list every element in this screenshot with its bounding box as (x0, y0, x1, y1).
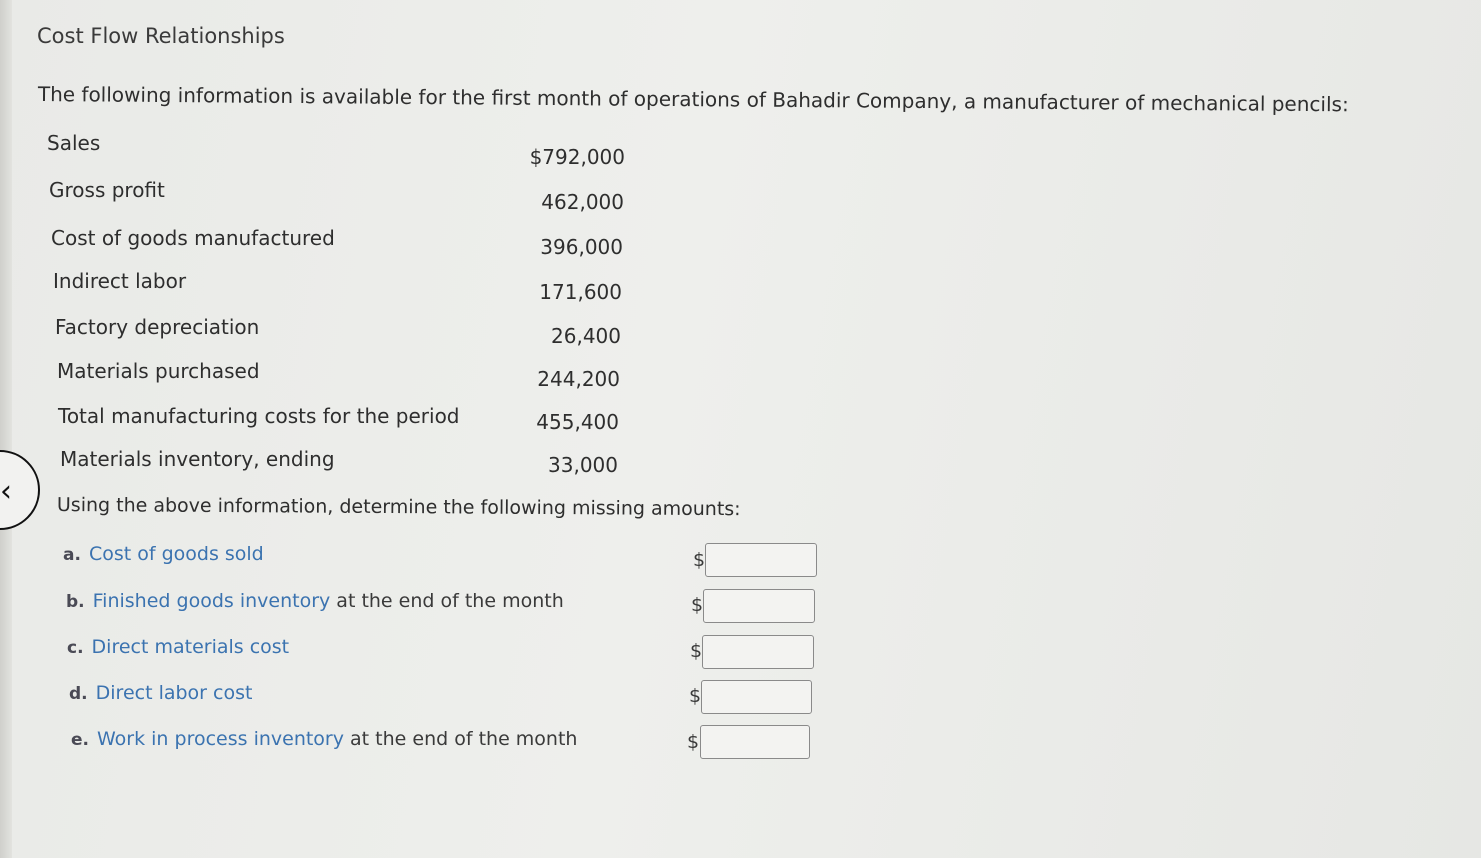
info-value: 171,600 (539, 280, 622, 304)
question-letter: d. (69, 684, 88, 704)
back-button[interactable] (0, 450, 40, 530)
question-term-link[interactable]: Work in process inventory (97, 728, 344, 750)
question-term-link[interactable]: Cost of goods sold (88, 543, 264, 565)
info-row-sales (47, 131, 627, 169)
info-label: Materials inventory, ending (60, 447, 335, 471)
question-term-link[interactable]: Direct labor cost (95, 682, 253, 704)
info-label: Cost of goods manufactured (51, 226, 335, 250)
info-value: 455,400 (536, 410, 619, 434)
question-b (66, 590, 564, 612)
info-label: Indirect labor (53, 269, 187, 293)
question-a (63, 543, 264, 565)
answer-c-input[interactable] (702, 635, 814, 669)
info-row-indirect-labor (53, 269, 633, 304)
page-title: Cost Flow Relationships (37, 24, 285, 48)
question-letter: a. (63, 545, 81, 565)
question-letter: c. (67, 638, 84, 658)
info-row-factory-depreciation (55, 315, 635, 348)
info-label: Sales (47, 131, 101, 155)
info-label: Gross profit (49, 178, 165, 202)
currency-symbol: $ (689, 685, 702, 707)
info-label: Total manufacturing costs for the period (58, 404, 460, 428)
info-value: 244,200 (537, 367, 620, 391)
question-d (69, 682, 252, 704)
currency-symbol: $ (693, 549, 706, 571)
intro-text: The following information is available for the first month of operations of Bahadir Company, a manufacturer of mechanical pencils: (37, 82, 1349, 117)
info-row-materials-purchased (57, 359, 637, 389)
currency-symbol: $ (690, 640, 703, 662)
info-row-cogm (51, 226, 631, 259)
info-value: 26,400 (551, 324, 621, 348)
info-value: $792,000 (529, 145, 625, 169)
info-row-materials-inventory-ending (60, 447, 640, 477)
screen-edge (0, 0, 12, 858)
info-value: 396,000 (540, 235, 623, 259)
question-prompt: Using the above information, determine the following missing amounts: (56, 494, 741, 521)
info-row-gross-profit (49, 178, 629, 214)
info-value: 462,000 (541, 190, 624, 214)
info-row-total-manufacturing-costs (58, 404, 638, 434)
info-value: 33,000 (548, 453, 618, 477)
answer-a-input[interactable] (705, 543, 817, 577)
question-e (71, 728, 577, 750)
answer-b-input[interactable] (703, 589, 815, 623)
chevron-left-icon: ‹ (0, 474, 12, 509)
answer-d-input[interactable] (701, 680, 812, 714)
currency-symbol: $ (691, 594, 704, 616)
question-term-link[interactable]: Direct materials cost (91, 636, 290, 658)
question-text: at the end of the month (344, 728, 578, 750)
question-text: at the end of the month (330, 590, 564, 612)
question-term-link[interactable]: Finished goods inventory (92, 590, 331, 612)
answer-e-input[interactable] (700, 725, 810, 759)
question-letter: e. (71, 730, 89, 750)
question-letter: b. (66, 592, 85, 612)
info-label: Factory depreciation (55, 315, 260, 339)
info-label: Materials purchased (57, 359, 260, 383)
currency-symbol: $ (687, 731, 700, 753)
question-c (67, 636, 289, 658)
